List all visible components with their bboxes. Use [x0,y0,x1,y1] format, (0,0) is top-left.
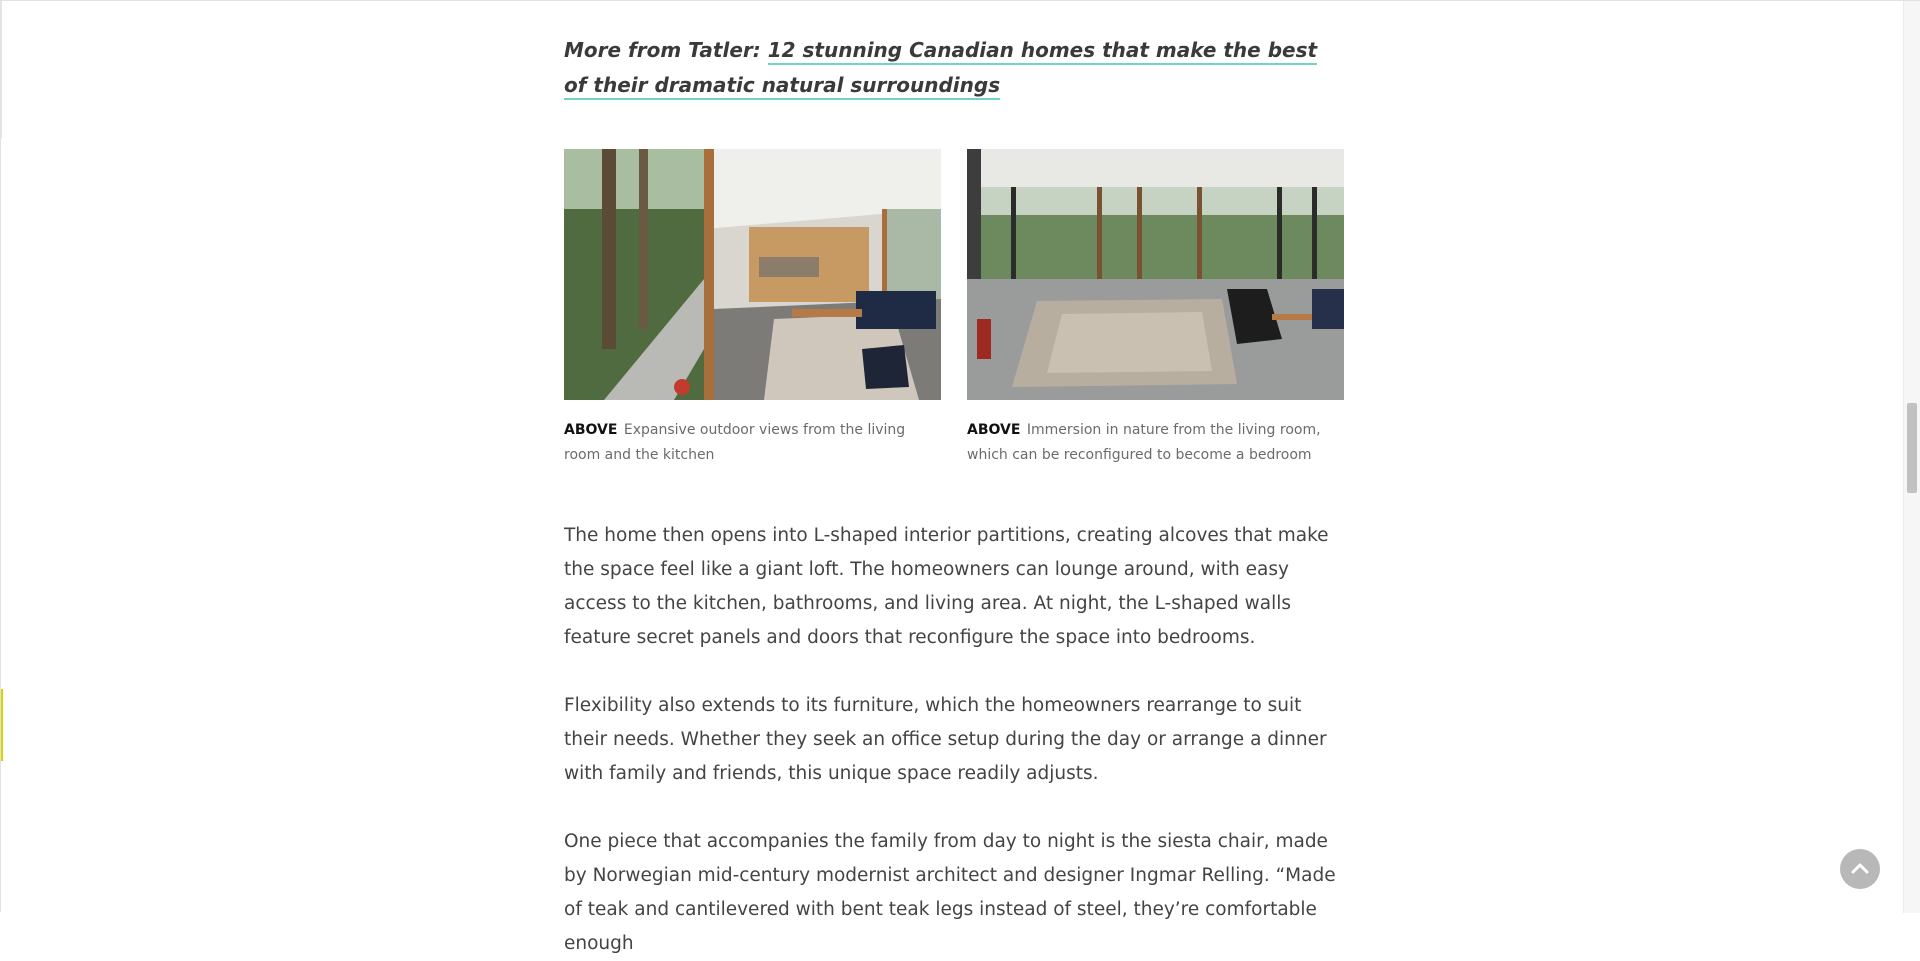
more-from-tatler [564,33,1344,103]
paragraph-3: One piece that accompanies the family from day to night is the siesta chair, made by Norwegian mid-century modernist architect and designer Ingmar Relling. “Made of teak and cantilevered with bent teak legs instead of steel, they’re comfortable enough [564,831,1336,954]
paragraph-2: Flexibility also extends to its furniture, which the homeowners rearrange to suit their needs. Whether they seek an office setup during the day or arrange a dinner with family and friends, this unique space readily adjusts. [564,695,1327,784]
caption-1-text: Expansive outdoor views from the living room and the kitchen [564,422,906,463]
caption-1 [564,418,941,468]
caption-1-label: ABOVE [564,422,618,438]
chevron-up-icon [1849,858,1871,880]
caption-2-label: ABOVE [967,422,1021,438]
caption-2 [967,418,1344,468]
back-to-top-button[interactable] [1840,849,1880,889]
living-room-bedroom-photo[interactable] [967,149,1344,400]
article-body [564,33,1344,961]
image-pair [564,149,1344,468]
figure-living-bedroom [967,149,1344,468]
left-accent-bar [1,689,3,761]
living-room-kitchen-photo[interactable] [564,149,941,400]
caption-2-text: Immersion in nature from the living room, which can be reconfigured to become a bedroom [967,422,1321,463]
paragraph-1: The home then opens into L-shaped interior partitions, creating alcoves that make the space feel like a giant loft. The homeowners can lounge around, with easy access to the kitchen, bathrooms, and living area. At night, the L-shaped walls feature secret panels and doors that reconfigure the space into bedrooms. [564,525,1329,648]
vertical-scrollbar[interactable] [1903,1,1920,913]
more-from-prefix: More from Tatler: [564,38,768,62]
scrollbar-thumb[interactable] [1907,403,1917,493]
left-border [1,1,2,139]
figure-living-kitchen [564,149,941,468]
more-from-link[interactable]: 12 stunning Canadian homes that make the best of their dramatic natural surroundings [564,38,1317,100]
